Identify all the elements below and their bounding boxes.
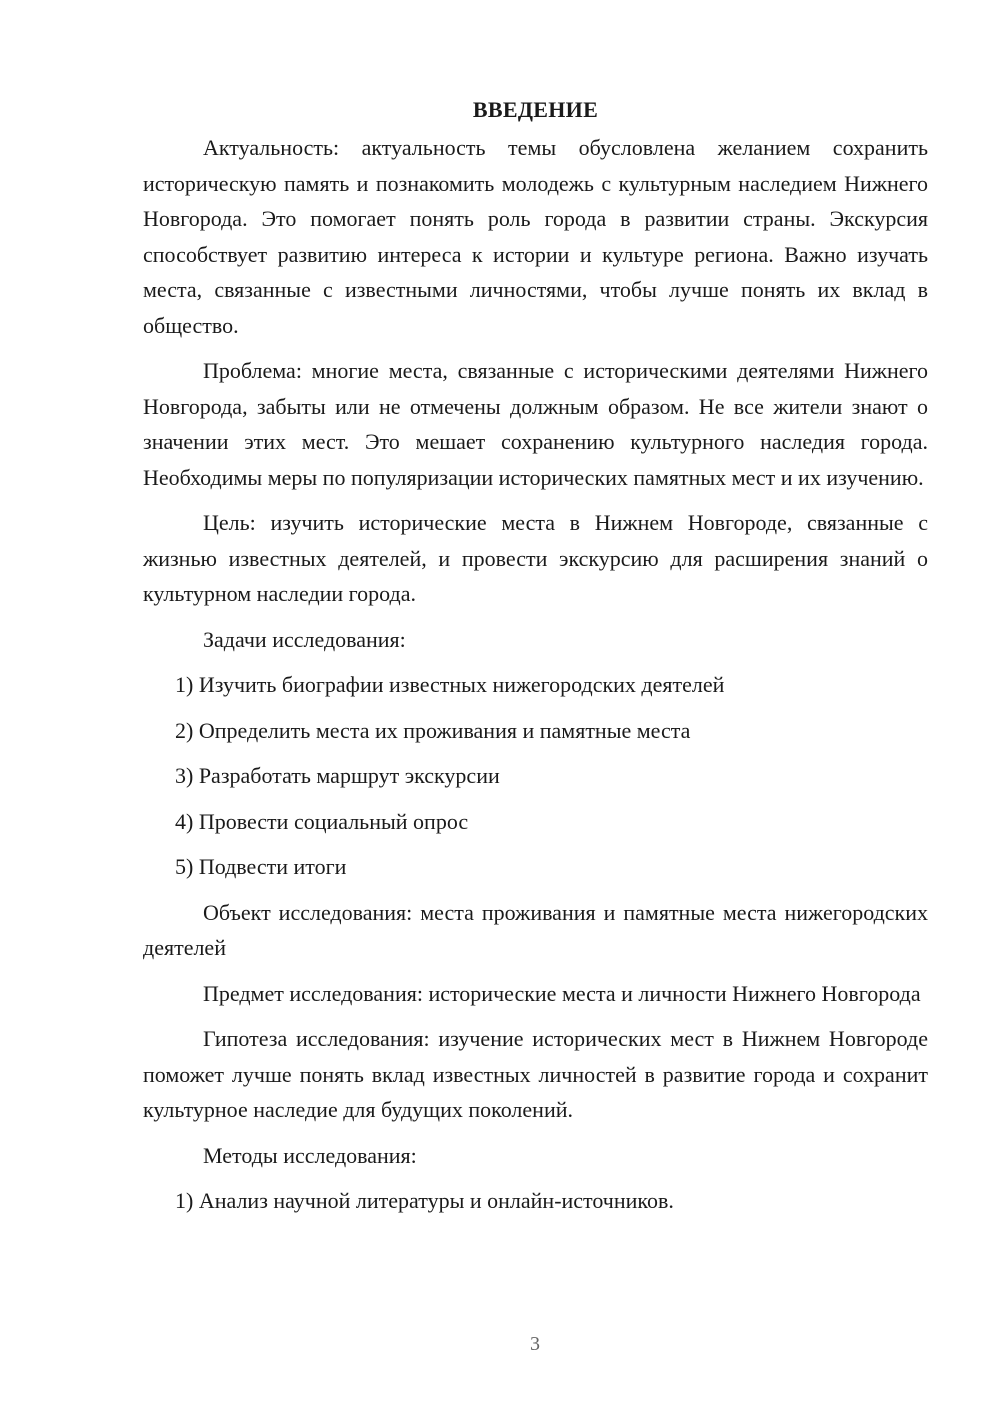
relevance-paragraph: Актуальность: актуальность темы обусловлена желанием сохранить историческую память и познакомить молодежь с культурным наследием Нижнего Новгорода. Это помогает понять роль города в развитии страны. Экскурсия способствует развитию интереса к истории и культуре региона. Важно изучать места, связанные с известными личностями, чтобы лучше понять их вклад в общество. [143, 135, 928, 338]
problem-paragraph: Проблема: многие места, связанные с историческими деятелями Нижнего Новгорода, забыты или не отмечены должным образом. Не все жители знают о значении этих мест. Это мешает сохранению культурного наследия города. Необходимы меры по популяризации исторических памятных мест и их изучению. [143, 358, 928, 490]
tasks-list [143, 667, 928, 885]
hypothesis-paragraph: Гипотеза исследования: изучение исторических мест в Нижнем Новгороде поможет лучше понять вклад известных личностей в развитие города и сохранит культурное наследие для будущих поколений. [143, 1026, 928, 1122]
page-number: 3 [530, 1333, 540, 1355]
subject-paragraph: Предмет исследования: исторические места и личности Нижнего Новгорода [203, 980, 921, 1006]
object-paragraph: Объект исследования: места проживания и памятные места нижегородских деятелей [143, 899, 928, 960]
list-item: 2) Определить места их проживания и памятные места [175, 717, 691, 743]
goal-paragraph: Цель: изучить исторические места в Нижнем Новгороде, связанные с жизнью известных деятелей, и провести экскурсию для расширения знаний о культурном наследии города. [143, 510, 928, 606]
list-item: 1) Изучить биографии известных нижегородских деятелей [175, 672, 725, 697]
methods-heading: Методы исследования: [203, 1142, 417, 1168]
methods-list [143, 1183, 928, 1219]
tasks-heading: Задачи исследования: [203, 626, 406, 652]
document-page [143, 92, 928, 1229]
list-item: 1) Анализ научной литературы и онлайн-источников. [175, 1188, 674, 1213]
list-item: 3) Разработать маршрут экскурсии [175, 763, 500, 788]
list-item: 4) Провести социальный опрос [175, 808, 469, 834]
list-item: 5) Подвести итоги [175, 854, 347, 879]
page-title: ВВЕДЕНИЕ [472, 97, 599, 122]
